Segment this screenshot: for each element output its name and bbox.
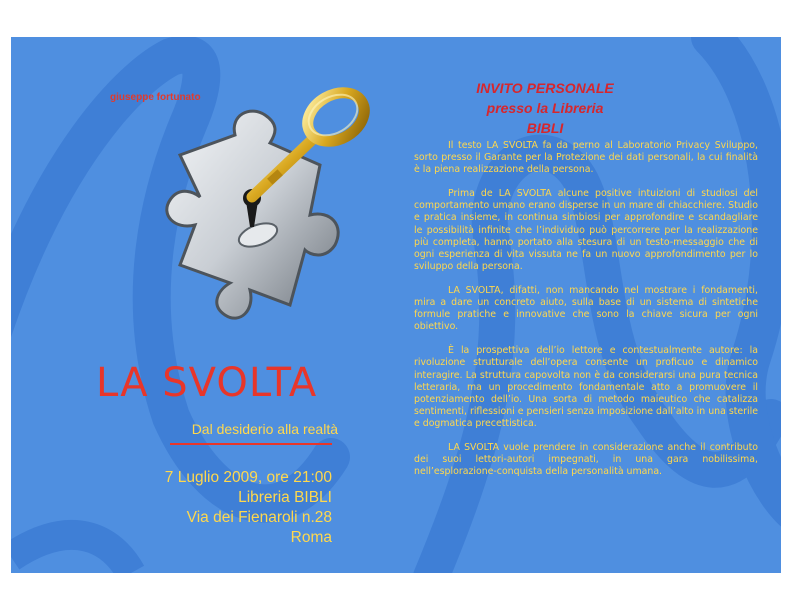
event-date-time: 7 Luglio 2009, ore 21:00 (164, 469, 332, 486)
puzzle-piece-with-golden-key-icon (140, 75, 400, 355)
paragraph: LA SVOLTA, difatti, non mancando nel mostrare i fondamenti, mira a dare un concreto aiuto, sulla base di un sistema di sintetiche formule pratiche e innovative che sono la chiave sicura per ogni obiettivo. (414, 284, 758, 333)
invite-line-2: presso la Libreria BIBLI (486, 100, 604, 136)
event-venue: Libreria BIBLI (238, 489, 332, 506)
book-title: LA SVOLTA (96, 360, 318, 406)
event-city: Roma (290, 529, 332, 546)
paragraph: LA SVOLTA vuole prendere in considerazione anche il contributo dei suoi lettori-autori impegnati, in una gara nobilissima, nell’esplorazione-conquista della personalità umana. (414, 441, 758, 478)
title-divider (170, 443, 332, 445)
description-text (414, 140, 758, 490)
paragraph: Il testo LA SVOLTA fa da perno al Laboratorio Privacy Sviluppo, sorto presso il Garante per la Protezione dei dati personali, la cui finalità è la piena realizzazione della persona. (414, 140, 758, 176)
book-subtitle: Dal desiderio alla realtà (191, 421, 338, 437)
paragraph: Prima de LA SVOLTA alcune positive intuizioni di studiosi del comportamento umano erano disperse in un mare di chiacchiere. Studio e pratica insieme, in continua simbiosi per approfondire e scandagliare le possibilità infinite che l’individuo può percorrere per la realizzazione più completa, hanno portato alla stesura di un testo-messaggio che di ogni esperienza di vita vissuta ne fa un nuovo approfondimento per lo sviluppo della persona. (414, 188, 758, 272)
event-address: Via dei Fienaroli n.28 (186, 509, 332, 526)
event-details (140, 468, 332, 548)
author-name: giuseppe fortunato (110, 92, 201, 103)
invite-line-1: INVITO PERSONALE (476, 80, 614, 96)
invite-heading (470, 78, 620, 138)
paragraph: È la prospettiva dell’io lettore e contestualmente autore: la rivoluzione strutturale dell’opera consente un proficuo e dinamico interagire. La struttura capovolta non è da considerarsi una pura tecnica letteraria, ma un procedimento fondamentale atto a promuovere il potenziamento dell’io. Una sorta di metodo maieutico che catalizza sentimenti, riflessioni e pensieri senza imposizione dall’alto in una sterile e dogmatica precettistica. (414, 345, 758, 429)
